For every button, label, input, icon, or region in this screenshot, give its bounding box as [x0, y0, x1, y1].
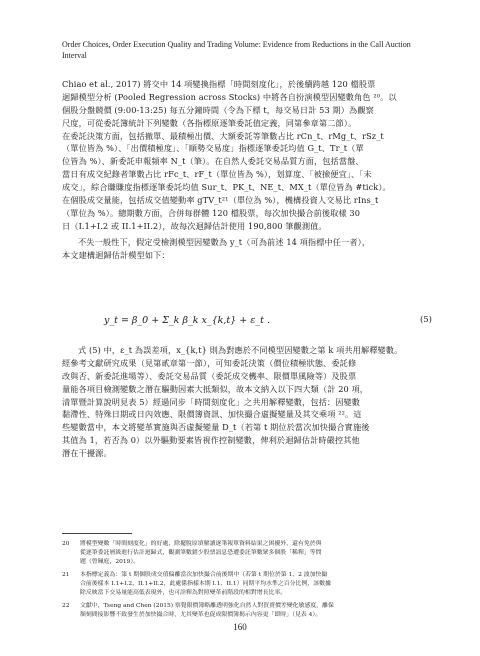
text-line: 清單暨計算說明見表 5）經過同步「時間刻度化」之共用解釋變數，包括：因變數: [62, 396, 361, 407]
text-line: 成交」，綜合賺賺度指標逐筆委託均值 Sur_t、PK_t、NE_t、MX_t（單位皆為 #tick）。: [62, 182, 391, 193]
text-line: 經參考文獻研究成果（見第貳章第一節），可知委託決策（價位積極狀態、委託修: [62, 357, 357, 368]
text-line: 潛在干擾源。: [62, 448, 112, 459]
text-line: 式 (5) 中，ε_t 為誤差項，x_{k,t} 則為對應於不同模型因變數之第 k 項共用解釋變數。: [78, 345, 403, 355]
footnote-number: 21: [62, 572, 70, 578]
text-line: 其值為 1，若否為 0）以外驅動要素皆視作控制變數，俾利於迴歸估計時嚴控其他: [62, 435, 360, 446]
regression-equation: [62, 315, 432, 329]
text-line: 改與否、新委託進場等）、委託交易品質（委託成交機率、限價單風險等）及股票: [62, 370, 357, 381]
text-line: 當日有成交紀錄者筆數占比 rFc_t、rF_t（單位皆為 %），划算度、「被撿便宜」、「未: [62, 169, 372, 180]
text-line: Chiao et al., 2017) 將交中 14 項變換指標「時間刻度化」，於後續跨越 120 檔股票: [62, 79, 376, 89]
paragraph-3: [62, 344, 432, 460]
text-line: 尺度，可從委託簿統計下列變數（各指標原逐筆委託值定義，同第參章第二節）。: [62, 117, 357, 128]
equation-body: y_t = β_0 + Σ_k β_k x_{k,t} + ε_t .: [104, 315, 270, 326]
text-line: 日（I.1+I.2 或 II.1+II.2），故每次迴歸估計使用 190,800 筆觀測值。: [62, 220, 327, 231]
footnote-divider: [62, 533, 132, 534]
text-line: 位皆為 %）、新委託申報頻率 N_t（筆）。在自然人委託交易品質方面，包括當盤、: [62, 156, 364, 167]
text-line: 在委託決策方面，包括撤單、最積極出價、大額委託等筆數占比 rCn_t、rMg_t、rSz_t: [62, 130, 384, 141]
text-line: 本文建構迴歸估計模型如下：: [62, 249, 170, 260]
paragraph-2: [62, 236, 432, 262]
running-header: [62, 40, 432, 61]
footnote-line: 合前後樣本 I.1+I.2、II.1+II.2，此處係指樣本期 I.1、II.1）同期平均水準之百分比例，該數據: [80, 581, 331, 588]
text-line: 黏滯性、特殊日期或日內效應、限價簿資訊、加快撮合虛擬變量及其交乘項 ²²。這: [62, 409, 362, 420]
page-number: 160: [233, 622, 247, 632]
footnote-line: 本指標定義為：第 t 期個股成交值偏離當次加快撮合前後期中（若第 t 期位於第 1、2 波加快撮: [80, 572, 328, 578]
equation-number: (5): [419, 315, 432, 325]
text-line: 不失一般性下，假定受檢測模型因變數為 y_t（可為前述 14 項指標中任一者），: [78, 237, 371, 247]
footnote-line: 除反映當下交易量能高低表現外，也可詮釋為對照變革前階段的相對增長比率。: [80, 590, 287, 597]
running-header-line-2: Interval: [62, 50, 87, 60]
text-line: 在個股成交量能，包括成交值變動率 gTV_t²¹（單位為 %），機構投資人交易比 rIns_t: [62, 195, 379, 206]
paragraph-1: [62, 78, 432, 233]
footnote-22: [62, 602, 432, 620]
text-line: （單位為 %）。總期數方面，合併每群體 120 檔股票，每次加快撮合前後取樣 30: [62, 207, 361, 218]
footnote-line: 將模型變數「時間刻度化」的好處，除擺脫原填解讀逐筆報單資料結果之困擾外，還有免於與: [80, 541, 322, 547]
footnote-number: 20: [62, 541, 70, 547]
footnote-line: 從逐筆委託層級進行估計迴歸式，觀測筆數錯少股票訊息恐遭委託筆數眾多個股「稀釋」等問: [80, 550, 322, 557]
footnote-line: 額刻間接影響不致發生於加快撮合時，尤其變革也促成限價簿揭示內容更「即時」（見表 4）。: [80, 612, 322, 619]
footnote-number: 22: [62, 603, 70, 609]
text-line: 些變數當中，本文將變革實施與否虛擬變量 D_t（若第 t 期位於當次加快撮合實施後: [62, 422, 370, 433]
text-line: （單位皆為 %）、「出價積極度」、「順勢交易度」指標逐筆委託均值 G_t、Tr_t（單: [62, 143, 364, 154]
text-line: 個股分盤競價 (9:00-13:25) 每五分鐘時間（令為下標 t，每交易日計 53 期）為觀察: [62, 104, 374, 115]
footnote-line: 題（曾珮庭，2019）。: [80, 559, 140, 566]
text-line: 量能各項目檢測變數之潛在驅動因素大抵類似，故本文納入以下四大類（計 20 項，: [62, 383, 369, 394]
running-header-line-1: Order Choices, Order Execution Quality and Trading Volume: Evidence from Reductions in the Call Auction: [62, 40, 411, 49]
footnote-21: [62, 571, 432, 599]
text-line: 迴歸模型分析 (Pooled Regression across Stocks) 中將各自扮演模型因變數角色 ²⁰。以: [62, 91, 397, 102]
footnote-20: [62, 540, 432, 568]
footnote-line: 文獻中，Tseng and Chen (2015) 察覺限價簿略離透明強化自然人對買賣價差變化敏感度，離保: [80, 603, 334, 609]
